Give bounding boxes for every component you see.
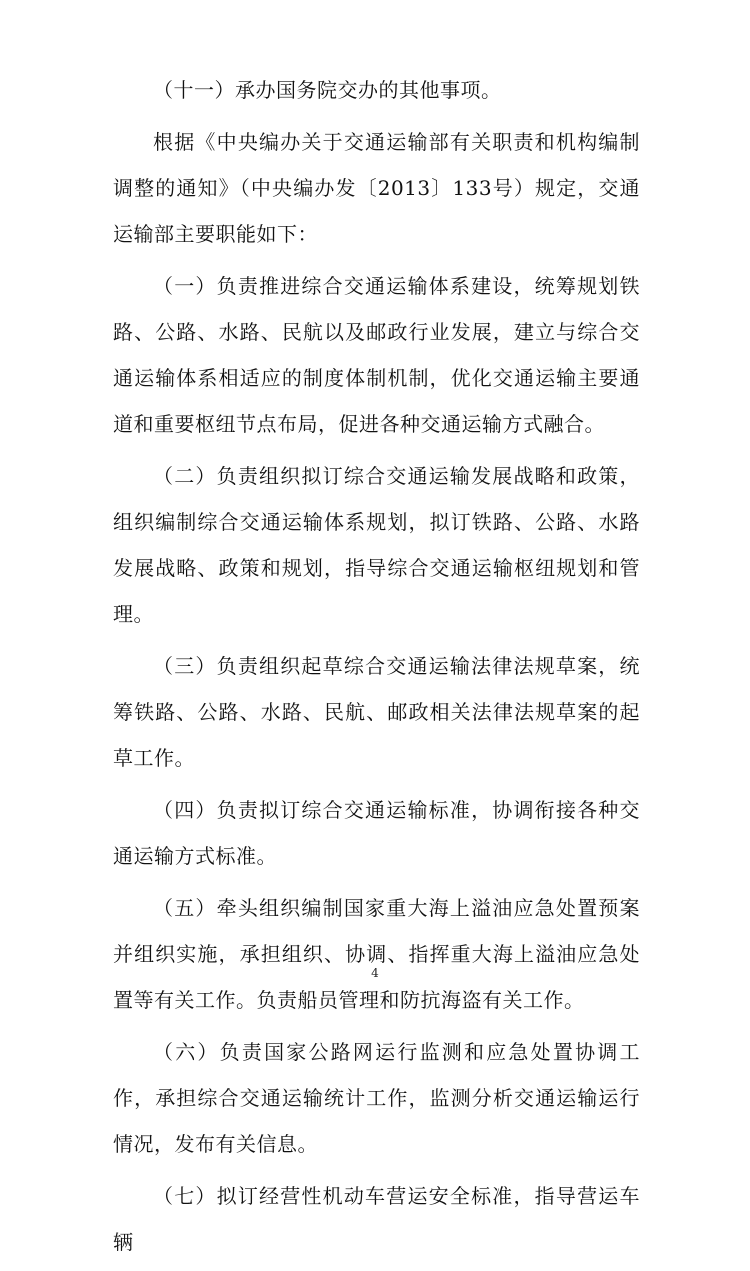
paragraph: （一）负责推进综合交通运输体系建设，统筹规划铁路、公路、水路、民航以及邮政行业发展，建立与综合交通运输体系相适应的制度体制机制，优化交通运输主要通道和重要枢纽节点布局，促进各种交通运输方式融合。 (113, 274, 640, 436)
paragraph: （四）负责拟订综合交通运输标准，协调衔接各种交通运输方式标准。 (113, 798, 640, 868)
paragraph: 根据《中央编办关于交通运输部有关职责和机构编制调整的通知》（中央编办发〔2013〕133号）规定，交通运输部主要职能如下： (113, 130, 640, 246)
paragraph: （五）牵头组织编制国家重大海上溢油应急处置预案并组织实施，承担组织、协调、指挥重大海上溢油应急处置等有关工作。负责船员管理和防抗海盗有关工作。 (113, 896, 640, 1012)
paragraph: （三）负责组织起草综合交通运输法律法规草案，统筹铁路、公路、水路、民航、邮政相关法律法规草案的起草工作。 (113, 654, 640, 770)
paragraph: （二）负责组织拟订综合交通运输发展战略和政策，组织编制综合交通运输体系规划，拟订铁路、公路、水路发展战略、政策和规划，指导综合交通运输枢纽规划和管理。 (113, 464, 640, 626)
paragraph: （七）拟订经营性机动车营运安全标准，指导营运车辆 (113, 1184, 640, 1254)
paragraph: （十一）承办国务院交办的其他事项。 (153, 78, 502, 102)
document-body (113, 67, 640, 1271)
paragraph: （六）负责国家公路网运行监测和应急处置协调工作，承担综合交通运输统计工作，监测分析交通运输运行情况，发布有关信息。 (113, 1040, 640, 1156)
page-number: 4 (371, 966, 379, 980)
